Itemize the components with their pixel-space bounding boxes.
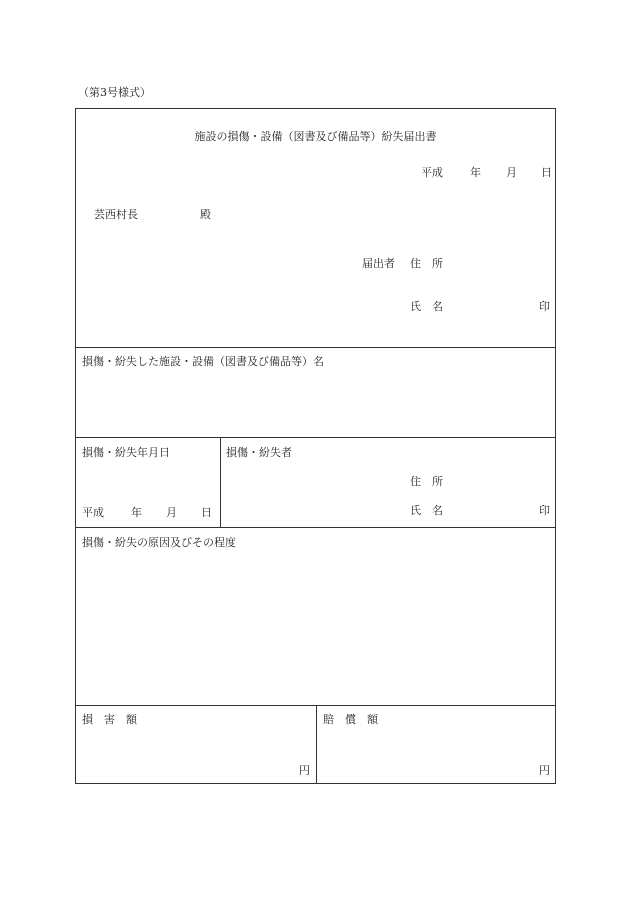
divider-date-person (220, 437, 221, 527)
header-day: 日 (541, 166, 552, 179)
submitter-seal: 印 (539, 300, 550, 313)
cause-label: 損傷・紛失の原因及びその程度 (82, 536, 236, 549)
damage-amount-unit: 円 (299, 764, 310, 777)
submitter-label: 届出者 (362, 257, 395, 270)
header-era: 平成 (421, 166, 443, 179)
compensation-amount-unit: 円 (539, 764, 550, 777)
loss-date-era: 平成 (82, 506, 104, 519)
form-title: 施設の損傷・設備（図書及び備品等）紛失届出書 (194, 130, 437, 143)
loss-person-seal: 印 (539, 504, 550, 517)
addressee: 芸西村長 (94, 208, 138, 221)
form-number: （第3号様式） (78, 86, 151, 99)
submitter-address-label: 住 所 (410, 257, 443, 270)
divider-amounts (316, 705, 317, 784)
submitter-name-label: 氏 名 (410, 300, 443, 313)
loss-date-label: 損傷・紛失年月日 (82, 446, 170, 459)
facility-label: 損傷・紛失した施設・設備（図書及び備品等）名 (82, 355, 324, 368)
loss-person-label: 損傷・紛失者 (226, 446, 292, 459)
loss-date-year: 年 (131, 506, 142, 519)
compensation-amount-label: 賠 償 額 (323, 713, 378, 726)
header-year: 年 (470, 166, 481, 179)
damage-amount-label: 損 害 額 (82, 713, 137, 726)
loss-date-month: 月 (166, 506, 177, 519)
header-month: 月 (506, 166, 517, 179)
loss-date-day: 日 (201, 506, 212, 519)
loss-person-name-label: 氏 名 (410, 504, 443, 517)
loss-person-address-label: 住 所 (410, 475, 443, 488)
divider-date (75, 527, 556, 528)
divider-header (75, 347, 556, 348)
divider-facility (75, 437, 556, 438)
honorific: 殿 (200, 208, 211, 221)
